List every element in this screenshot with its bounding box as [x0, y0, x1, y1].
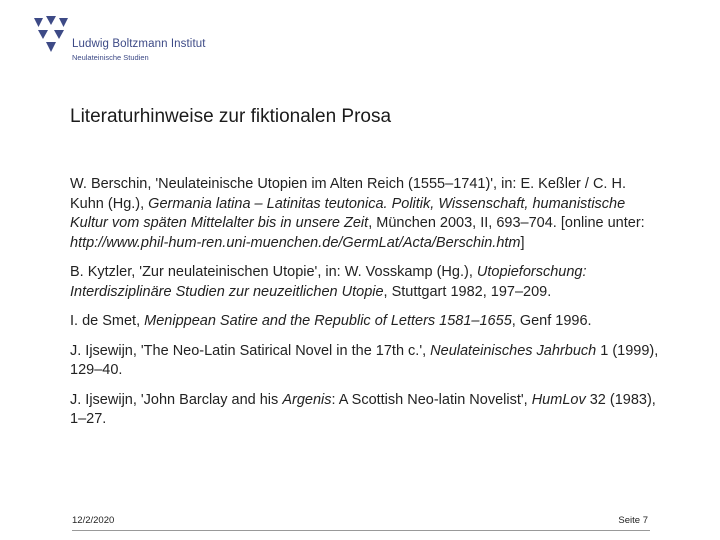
- reference-text: , Stuttgart 1982, 197–209.: [383, 283, 552, 300]
- reference-title: Utopieforschung: Interdisziplinäre Studien zur neuzeitlichen Utopie: [70, 264, 587, 300]
- reference-item: [70, 263, 660, 302]
- reference-text: , Genf 1996.: [511, 313, 592, 329]
- reference-text: J. Ijsewijn, 'The Neo-Latin Satirical Novel in the 17th c.',: [70, 342, 431, 359]
- reference-text: , München 2003, II, 693–704. [online unter:: [368, 215, 645, 231]
- reference-text: I. de Smet,: [70, 313, 145, 329]
- reference-item: [70, 175, 660, 253]
- slide-title: Literaturhinweise zur fiktionalen Prosa: [70, 106, 392, 127]
- reference-title: Argenis: [282, 391, 332, 408]
- institute-subtitle: Neulateinische Studien: [72, 53, 149, 62]
- reference-text: 32 (1983), 1–27.: [70, 391, 656, 427]
- triangle-cluster-logo-icon: [34, 16, 68, 54]
- reference-item: [70, 342, 660, 381]
- reference-journal: HumLov: [531, 391, 586, 408]
- reference-url: http://www.phil-hum-ren.uni-muenchen.de/GermLat/Acta/Berschin.htm: [70, 234, 521, 251]
- reference-title: Germania latina – Latinitas teutonica. Politik, Wissenschaft, humanistische Kultur vom späten Mittelalter bis in unsere Zeit: [70, 195, 626, 231]
- reference-text: 1 (1999), 129–40.: [70, 342, 659, 378]
- reference-list: [70, 175, 660, 440]
- reference-text: W. Berschin, 'Neulateinische Utopien im Alten Reich (1555–1741)', in: E. Keßler / C. H. Kuhn (Hg.),: [70, 176, 626, 212]
- reference-text: J. Ijsewijn, 'John Barclay and his: [70, 391, 283, 408]
- reference-text: : A Scottish Neo-latin Novelist',: [331, 391, 532, 408]
- reference-title: Menippean Satire and the Republic of Letters 1581–1655: [144, 313, 512, 329]
- reference-item: [70, 312, 660, 332]
- institute-name: Ludwig Boltzmann Institut: [72, 38, 206, 50]
- footer-divider: [72, 530, 650, 531]
- reference-text: ]: [520, 234, 525, 251]
- reference-title: Neulateinisches Jahrbuch: [430, 342, 597, 359]
- footer-date: 12/2/2020: [72, 515, 115, 526]
- footer-page-number: Seite 7: [618, 515, 648, 526]
- reference-text: B. Kytzler, 'Zur neulateinischen Utopie', in: W. Vosskamp (Hg.),: [70, 264, 477, 280]
- reference-item: [70, 391, 660, 430]
